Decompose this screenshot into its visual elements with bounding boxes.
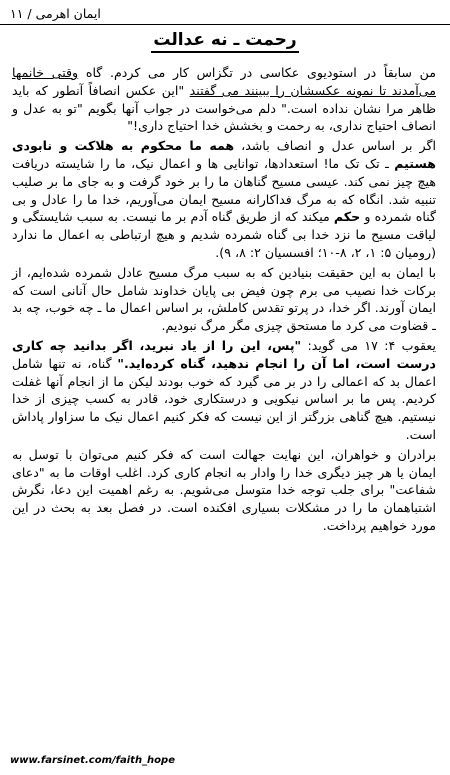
p3-text: با ایمان به این حقیقت بنیادین که به سبب مرگ مسیح عادل شمرده شده‌ایم، از برکات خدا نصیب می برم چون فیض بی پایان خداوند شامل حال آنانی است که ایمان آورند. اگر خدا، در پرتو تقدس کاملش، بر اساس اعمال ما ـ چه خوب، چه بد ـ قضاوت می کرد ما مستحق چیزی مگر مرگ نبودیم.	[12, 264, 436, 334]
p2-bold-verdict: حکم	[333, 209, 361, 225]
page-header	[0, 0, 450, 25]
p2-text-a: اگر بر اساس عدل و انصاف باشد،	[234, 138, 436, 154]
paragraph-1	[12, 64, 436, 135]
p1-text-a: من سابقاً در استودیوی عکاسی در تگزاس کار می کردم. گاه	[78, 65, 437, 80]
paragraph-5	[12, 446, 436, 535]
p1-underlined: وقتی خانمها می‌آمدند تا نمونه عکسشان را ببینند می گفتند	[12, 65, 436, 98]
p4-quote: "پس، این را از یاد نبرید، اگر بدانید چه کاری درست است، اما آن را انجام ندهید، گناه کرده‌اید."	[12, 337, 436, 371]
running-header: ایمان اهرمی / ۱۱	[10, 6, 101, 21]
chapter-title: رحمت ـ نه عدالت	[151, 30, 298, 53]
title-wrap	[0, 30, 450, 53]
p2-bold: همه ما محکوم به هلاکت و نابودی هستیم	[12, 138, 436, 171]
p2-text-c: ـ تک تک ما! استعدادها، توانایی ها و اعمال نیک، ما را شایسته دریافت هیچ چیز نمی کند. عیسی مسیح گناهان ما را بر خود گرفت و به جای ما بر صلیب تنبیه شد. انگاه که به مرگ فداکارانه مسیح ایمان می‌آوریم، خدا ما را عادل و بی گناه شمرده و	[12, 155, 436, 225]
body-text	[12, 64, 436, 537]
paragraph-4	[12, 337, 436, 444]
p4-text-a: یعقوب ۴: ۱۷ می گوید:	[301, 337, 436, 353]
p4-text-c: گناه، نه تنها شامل اعمال بد که اعمالی را در بر می گیرد که خوب بودند لیکن ما از انجام آنها غفلت کردیم. پس ما بر اساس نیکویی و درستکاری خود، قادر به کسب چیزی از خدا نیستیم. هیچ گناهی بزرگتر از این نیست که فکر کنیم اعمال نیک ما سزاوار پاداش است.	[12, 355, 436, 442]
footer-url[interactable]: www.farsinet.com/faith_hope	[10, 754, 175, 766]
p2-text-e: میکند که از طریق گناه آدم بر ما نیست. به سبب شایستگی و لیاقت مسیح ما نزد خدا بی گناه شمرده شدیم و هیچ ارتباطی به اعمال ما ندارد (رومیان ۵: ۱، ۲، ۸-۱۰؛ افسسیان ۲: ۸، ۹).	[12, 209, 436, 260]
p1-text-c: "این عکس انصافاً آنطور که باید ظاهر مرا نشان نداده است." دلم می‌خواست در جواب آنها بگویم "تو به عدل و انصاف احتیاج نداری، به رحمت و بخشش خدا احتیاج داری!"	[12, 82, 436, 134]
p5-text: برادران و خواهران، این نهایت جهالت است که فکر کنیم می‌توان با توسل به ایمان یا هر چیز دیگری خدا را وادار به انجام کاری کرد. اغلب اوقات ما به "دعای شفاعت" برای جلب توجه خدا متوسل می‌شویم. به رغم اهمیت این دعا، نگرش اشتباهمان ما را در مشکلات بسیاری افکنده است. در فصل بعد به بحث در این مورد خواهیم پرداخت.	[12, 446, 436, 533]
page-footer	[0, 751, 450, 769]
paragraph-2	[12, 137, 436, 262]
paragraph-3	[12, 264, 436, 335]
